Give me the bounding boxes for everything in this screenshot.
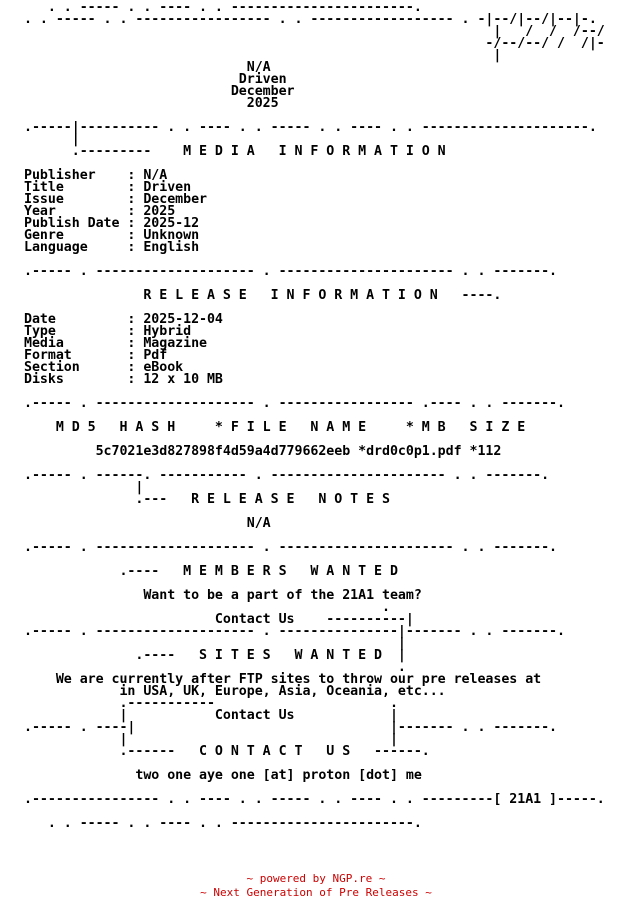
nfo-line: Disks : 12 x 10 MB	[24, 372, 223, 387]
nfo-line: Section : eBook	[24, 360, 184, 375]
nfo-line: .--- R E L E A S E N O T E S	[24, 492, 390, 507]
nfo-line: .----- . -------------------- . ---------------------- . . -------.	[24, 540, 558, 555]
nfo-line: Publisher : N/A	[24, 168, 168, 183]
nfo-line: .--------- M E D I A I N F O R M A T I O N	[24, 144, 446, 159]
nfo-line: Format : Pdf	[24, 348, 168, 363]
nfo-line: |	[24, 48, 502, 63]
nfo-line: Contact Us ----------|	[24, 612, 414, 627]
nfo-line: .	[24, 600, 390, 615]
nfo-line: N/A	[24, 516, 271, 531]
nfo-line: | |	[24, 732, 398, 747]
nfo-line: R E L E A S E I N F O R M A T I O N ----.	[24, 288, 502, 303]
nfo-line: |	[24, 636, 406, 651]
powered-by-link[interactable]: ~ powered by NGP.re ~	[246, 872, 386, 885]
footer-tagline: ~ Next Generation of Pre Releases ~	[200, 886, 432, 899]
nfo-line: .---------------- . . ---- . . ----- . . ---- . . ---------[ 21A1 ]-----.	[24, 792, 605, 807]
nfo-line: .----- . ----| |------- . . -------.	[24, 720, 558, 735]
nfo-line: Date : 2025-12-04	[24, 312, 223, 327]
nfo-line: 5c7021e3d827898f4d59a4d779662eeb *drd0c0p1.pdf *112	[24, 444, 502, 459]
nfo-line: Type : Hybrid	[24, 324, 192, 339]
nfo-line: in USA, UK, Europe, Asia, Oceania, etc...	[24, 684, 446, 699]
nfo-line: Driven	[24, 72, 287, 87]
nfo-line: .---- S I T E S W A N T E D |	[24, 648, 406, 663]
nfo-line: .---- M E M B E R S W A N T E D	[24, 564, 398, 579]
nfo-line: 2025	[24, 96, 279, 111]
nfo-line: . . ----- . . ----------------- . . ------------------ . -|--/|--/|--|-.	[24, 12, 597, 27]
nfo-line: -/--/--/ / /|-	[24, 36, 605, 51]
nfo-line: .------ C O N T A C T U S ------.	[24, 744, 430, 759]
nfo-line: Want to be a part of the 21A1 team?	[24, 588, 422, 603]
nfo-line: Year : 2025	[24, 204, 176, 219]
nfo-line: . . ----- . . ---- . . -----------------------.	[24, 0, 422, 15]
nfo-line: M D 5 H A S H * F I L E N A M E * M B S I Z E	[24, 420, 526, 435]
nfo-line: Genre : Unknown	[24, 228, 200, 243]
nfo-line: .----- . -------------------- . ---------------|------- . . -------.	[24, 624, 565, 639]
nfo-line: We are currently after FTP sites to throw our pre releases at	[24, 672, 542, 687]
nfo-line: N/A	[24, 60, 271, 75]
nfo-line: two one aye one [at] proton [dot] me	[24, 768, 422, 783]
nfo-line: Media : Magazine	[24, 336, 207, 351]
nfo-line: | Contact Us |	[24, 708, 398, 723]
nfo-line: |	[24, 480, 144, 495]
nfo-line: .----- . ------. ----------- . ---------------------- . . -------.	[24, 468, 550, 483]
nfo-line: | / / /--/	[24, 24, 605, 39]
footer	[0, 872, 632, 900]
nfo-line: . . ----- . . ---- . . -----------------------.	[24, 816, 422, 831]
nfo-line: .----- . -------------------- . ---------------------- . . -------.	[24, 264, 558, 279]
nfo-line: .	[24, 660, 406, 675]
nfo-line: .-----|---------- . . ---- . . ----- . . ---- . . ---------------------.	[24, 120, 597, 135]
nfo-line: Title : Driven	[24, 180, 192, 195]
nfo-document	[24, 2, 605, 830]
nfo-line: .----------- .	[24, 696, 398, 711]
nfo-line: .----- . -------------------- . ----------------- .---- . . -------.	[24, 396, 565, 411]
nfo-line: |	[24, 132, 80, 147]
nfo-line: Issue : December	[24, 192, 207, 207]
nfo-line: Publish Date : 2025-12	[24, 216, 200, 231]
nfo-line: December	[24, 84, 295, 99]
nfo-line: Language : English	[24, 240, 200, 255]
